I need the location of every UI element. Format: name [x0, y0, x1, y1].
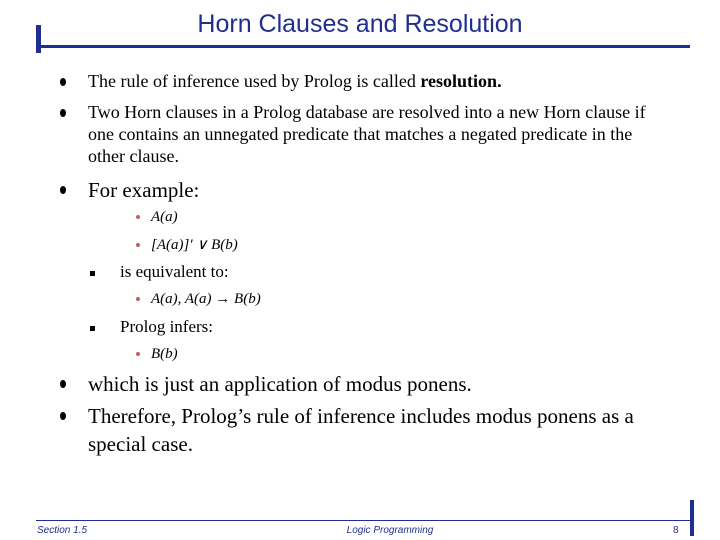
bullet-text: Two Horn clauses in a Prolog database are resolved into a new Horn clause if one contains an unnegated predicate that matches a negated predicate in the other clause.	[88, 102, 646, 166]
bullet-dot-icon	[60, 412, 66, 420]
page-number: 8	[673, 525, 679, 536]
square-bullet-icon	[90, 271, 95, 276]
page-title: Horn Clauses and Resolution	[197, 10, 523, 38]
sub-bullet-icon	[136, 352, 140, 356]
bullet-dot-icon	[60, 380, 66, 388]
bullet-bold-text: resolution.	[420, 71, 502, 91]
sub-bullet-icon	[136, 243, 140, 247]
bullet-text: The rule of inference used by Prolog is called	[88, 71, 421, 91]
bullet-text: For example:	[88, 178, 200, 202]
bullet-text: Therefore, Prolog’s rule of inference includes modus ponens as a special case.	[88, 404, 634, 456]
footer-section: Section 1.5	[37, 525, 88, 536]
bullet-dot-icon	[60, 78, 66, 86]
footer-rule	[36, 520, 694, 521]
bullet-text: which is just an application of modus ponens.	[88, 372, 472, 396]
title-rule-vertical	[36, 25, 41, 53]
sub-bullet-icon	[136, 297, 140, 301]
bullet-dot-icon	[60, 109, 66, 117]
square-bullet-icon	[90, 326, 95, 331]
title-rule	[36, 45, 690, 48]
bullet-dot-icon	[60, 186, 66, 194]
sub-bullet-icon	[136, 215, 140, 219]
footer-title: Logic Programming	[346, 525, 434, 536]
